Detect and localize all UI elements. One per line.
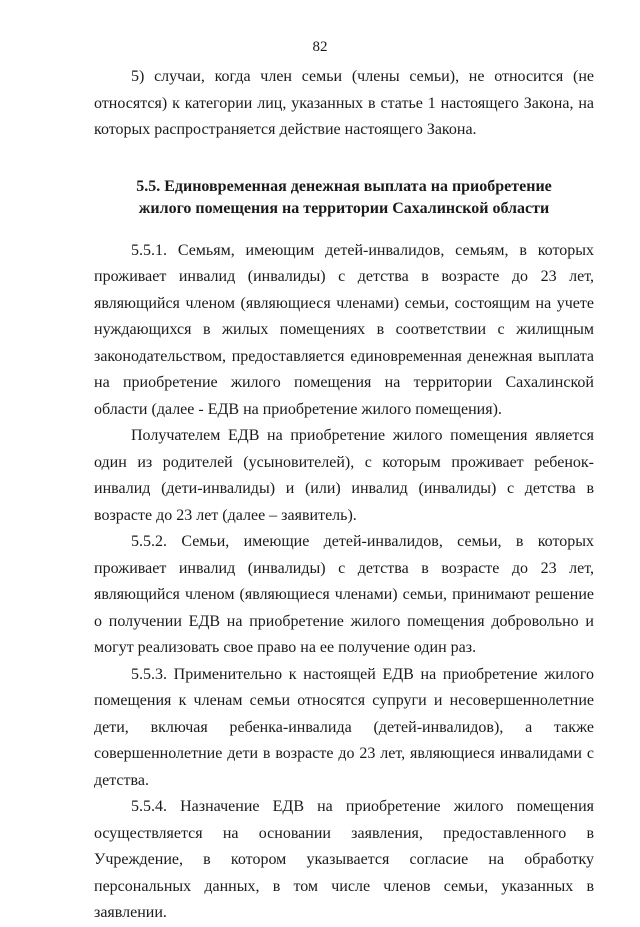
paragraph-5-5-2: 5.5.2. Семьи, имеющие детей-инвалидов, семьи, в которых проживает инвалид (инвалиды) с детства в возрасте до 23 лет, являющийся членом (являющиеся членами) семьи, принимают решение о получении ЕДВ на приобретение жилого помещения добровольно и могут реализовать свое право на ее получение один раз.: [94, 533, 594, 656]
section-heading: [94, 176, 594, 220]
paragraph-5-5-4: 5.5.4. Назначение ЕДВ на приобретение жилого помещения осуществляется на основании заявления, предоставленного в Учреждение, в котором указывается согласие на обработку персональных данных, в том числе членов семьи, указанных в заявлении.: [94, 798, 594, 921]
paragraph-recipient: Получателем ЕДВ на приобретение жилого помещения является один из родителей (усыновителей), с которым проживает ребенок-инвалид (дети-инвалиды) и (или) инвалид (инвалиды) с детства в возрасте до 23 лет (далее – заявитель).: [94, 427, 594, 524]
document-body: [94, 64, 594, 927]
paragraph-5-5-1: 5.5.1. Семьям, имеющим детей-инвалидов, семьям, в которых проживает инвалид (инвалиды) с детства в возрасте до 23 лет, являющийся членом (являющиеся членами) семьи, состоящим на учете нуждающихся в жилых помещениях в соответствии с жилищным законодательством, предоставляется единовременная денежная выплата на приобретение жилого помещения на территории Сахалинской области (далее - ЕДВ на приобретение жилого помещения).: [94, 241, 594, 418]
paragraph-5-5-3: 5.5.3. Применительно к настоящей ЕДВ на приобретение жилого помещения к членам семьи относятся супруги и несовершеннолетние дети, включая ребенка-инвалида (детей-инвалидов), а также совершеннолетние дети в возрасте до 23 лет, являющиеся инвалидами с детства.: [94, 665, 594, 789]
section-heading-line-1: 5.5. Единовременная денежная выплата на приобретение: [136, 177, 552, 195]
section-heading-line-2: жилого помещения на территории Сахалинской области: [138, 199, 550, 217]
intro-list-item: 5) случаи, когда член семьи (члены семьи), не относится (не относятся) к категории лиц, указанных в статье 1 настоящего Закона, на которых распространяется действие настоящего Закона.: [94, 68, 594, 138]
page-number: 82: [312, 39, 328, 55]
